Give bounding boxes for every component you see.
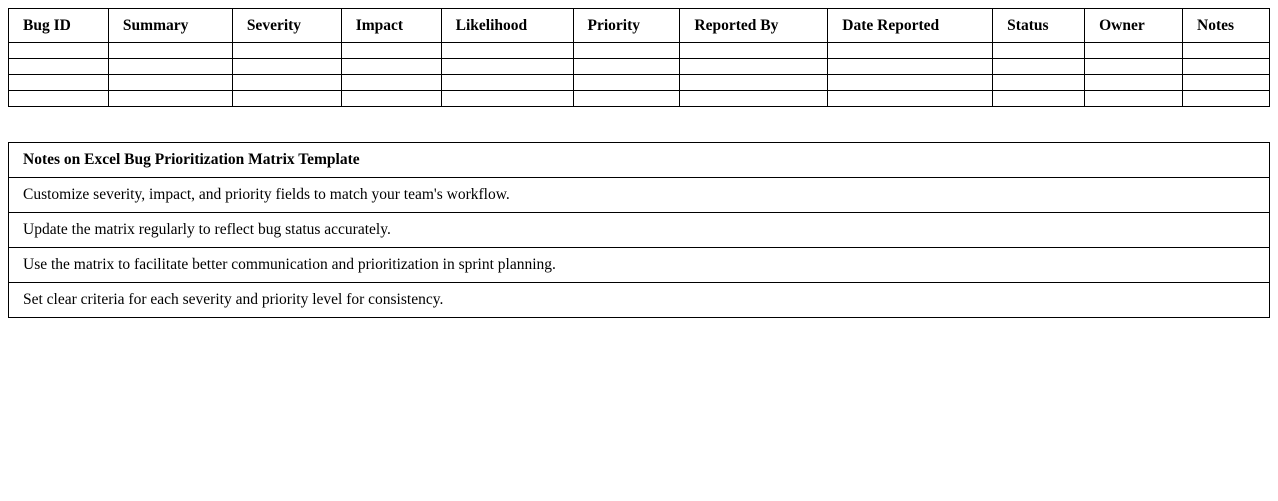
table-cell[interactable] <box>232 75 341 91</box>
column-header-summary: Summary <box>108 9 232 43</box>
notes-table <box>8 142 1270 318</box>
note-item: Update the matrix regularly to reflect bug status accurately. <box>9 213 1270 248</box>
notes-title: Notes on Excel Bug Prioritization Matrix Template <box>9 143 1270 178</box>
table-cell[interactable] <box>573 75 680 91</box>
table-cell[interactable] <box>1183 43 1270 59</box>
table-cell[interactable] <box>108 75 232 91</box>
note-item: Customize severity, impact, and priority fields to match your team's workflow. <box>9 178 1270 213</box>
table-cell[interactable] <box>9 59 109 75</box>
table-cell[interactable] <box>680 59 828 75</box>
table-cell[interactable] <box>232 91 341 107</box>
note-row <box>9 178 1270 213</box>
column-header-bug-id: Bug ID <box>9 9 109 43</box>
note-row <box>9 248 1270 283</box>
table-cell[interactable] <box>993 75 1085 91</box>
table-cell[interactable] <box>828 75 993 91</box>
table-cell[interactable] <box>1085 75 1183 91</box>
table-cell[interactable] <box>573 59 680 75</box>
table-cell[interactable] <box>1183 59 1270 75</box>
note-row <box>9 283 1270 318</box>
column-header-date-reported: Date Reported <box>828 9 993 43</box>
table-cell[interactable] <box>993 59 1085 75</box>
column-header-notes: Notes <box>1183 9 1270 43</box>
column-header-owner: Owner <box>1085 9 1183 43</box>
table-cell[interactable] <box>232 43 341 59</box>
table-cell[interactable] <box>1085 91 1183 107</box>
table-cell[interactable] <box>9 91 109 107</box>
table-cell[interactable] <box>441 59 573 75</box>
bug-prioritization-table <box>8 8 1270 107</box>
table-cell[interactable] <box>441 43 573 59</box>
table-cell[interactable] <box>680 91 828 107</box>
note-row <box>9 213 1270 248</box>
table-cell[interactable] <box>828 43 993 59</box>
table-cell[interactable] <box>680 75 828 91</box>
table-cell[interactable] <box>993 91 1085 107</box>
table-cell[interactable] <box>1183 75 1270 91</box>
table-cell[interactable] <box>232 59 341 75</box>
table-row <box>9 59 1270 75</box>
column-header-severity: Severity <box>232 9 341 43</box>
table-cell[interactable] <box>108 59 232 75</box>
table-cell[interactable] <box>9 75 109 91</box>
table-cell[interactable] <box>828 91 993 107</box>
table-cell[interactable] <box>573 43 680 59</box>
table-cell[interactable] <box>108 91 232 107</box>
table-cell[interactable] <box>993 43 1085 59</box>
table-cell[interactable] <box>341 59 441 75</box>
table-cell[interactable] <box>441 91 573 107</box>
column-header-likelihood: Likelihood <box>441 9 573 43</box>
notes-title-row <box>9 143 1270 178</box>
table-cell[interactable] <box>1085 59 1183 75</box>
table-cell[interactable] <box>108 43 232 59</box>
column-header-priority: Priority <box>573 9 680 43</box>
table-cell[interactable] <box>441 75 573 91</box>
table-row <box>9 43 1270 59</box>
table-cell[interactable] <box>1183 91 1270 107</box>
table-header-row <box>9 9 1270 43</box>
note-item: Use the matrix to facilitate better communication and prioritization in sprint planning. <box>9 248 1270 283</box>
table-cell[interactable] <box>680 43 828 59</box>
table-cell[interactable] <box>573 91 680 107</box>
table-cell[interactable] <box>341 91 441 107</box>
table-cell[interactable] <box>341 43 441 59</box>
table-cell[interactable] <box>9 43 109 59</box>
table-row <box>9 91 1270 107</box>
column-header-status: Status <box>993 9 1085 43</box>
table-row <box>9 75 1270 91</box>
column-header-reported-by: Reported By <box>680 9 828 43</box>
column-header-impact: Impact <box>341 9 441 43</box>
note-item: Set clear criteria for each severity and priority level for consistency. <box>9 283 1270 318</box>
table-cell[interactable] <box>1085 43 1183 59</box>
table-cell[interactable] <box>828 59 993 75</box>
table-cell[interactable] <box>341 75 441 91</box>
